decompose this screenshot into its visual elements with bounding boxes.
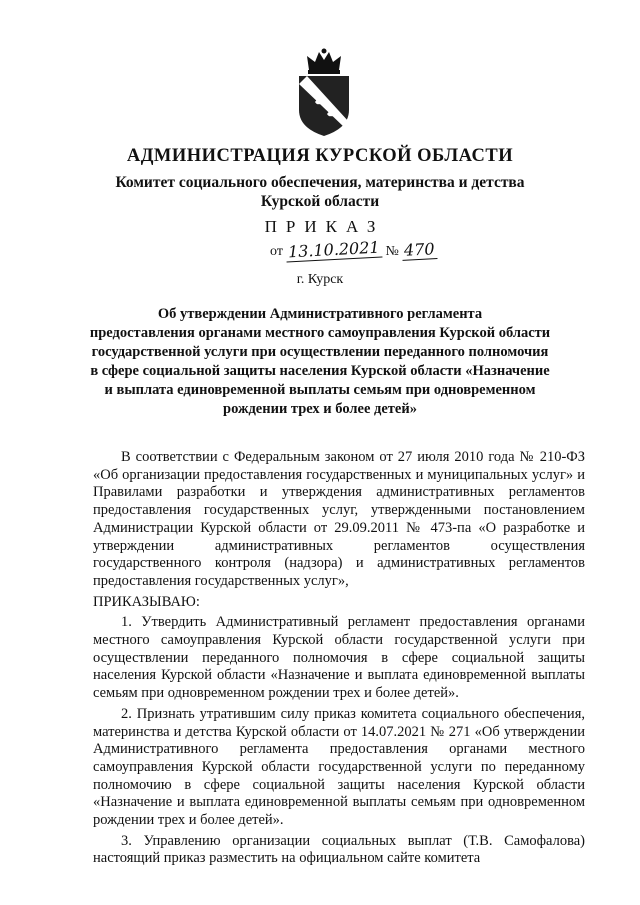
order-item-2: 2. Признать утратившим силу приказ комитета социального обеспечения, материнства и детства Курской области от 14.07.2021 № 271 «Об утверждении Административного регламента предоставления органами местного самоуправления Курской области государственной услуги по переданному полномочию в сфере социальной защиты населения Курской области «Назначение и выплата единовременной выплаты семьям при одновременном рождении трех и более детей».	[93, 705, 585, 829]
document-body	[93, 449, 585, 871]
committee-line-1: Комитет социального обеспечения, материнства и детства	[115, 174, 525, 191]
organization-title: АДМИНИСТРАЦИЯ КУРСКОЙ ОБЛАСТИ	[126, 146, 514, 166]
order-item-3: 3. Управлению организации социальных выплат (Т.В. Самофалова) настоящий приказ разместить на официальном сайте комитета	[93, 832, 585, 867]
order-date-number	[270, 237, 437, 262]
preamble-paragraph: В соответствии с Федеральным законом от 27 июля 2010 года № 210-ФЗ «Об организации предоставления государственных и муниципальных услуг» и Правилами разработки и утверждения административных регламентов предоставления государственных услуг, утвержденными постановлением Администрации Курской области от 29.09.2011 № 473-па «О разработке и утверждении административных регламентов осуществления государственного контроля (надзора) и административных регламентов предоставления государственных услуг»,	[93, 449, 585, 589]
committee-name	[0, 173, 640, 211]
subject-line: рождении трех и более детей»	[223, 401, 417, 417]
number-prefix: №	[385, 244, 399, 259]
document-type: ПРИКАЗ	[264, 217, 385, 236]
handwritten-number: 470	[402, 239, 438, 261]
handwritten-date: 13.10.2021	[286, 238, 383, 263]
date-prefix: от	[270, 244, 283, 259]
document-subject	[80, 305, 560, 419]
coat-of-arms-icon	[293, 48, 355, 138]
subject-line: государственной услуги при осуществлении переданного полномочия	[91, 344, 549, 360]
subject-line: и выплата единовременной выплаты семьям при одновременном	[104, 382, 536, 398]
city: г. Курск	[296, 272, 344, 287]
subject-line: в сфере социальной защиты населения Курской области «Назначение	[90, 363, 550, 379]
subject-line: предоставления органами местного самоуправления Курской области	[89, 325, 551, 341]
subject-line: Об утверждении Административного регламента	[157, 306, 483, 322]
committee-line-2: Курской области	[260, 193, 380, 210]
order-word: ПРИКАЗЫВАЮ:	[93, 593, 200, 610]
order-item-1: 1. Утвердить Административный регламент предоставления органами местного самоуправления Курской области государственной услуги при осуществлении переданного полномочия в сфере социальной защиты населения Курской области «Назначение и выплата единовременной выплаты семьям при одновременном рождении трех и более детей».	[93, 614, 585, 702]
